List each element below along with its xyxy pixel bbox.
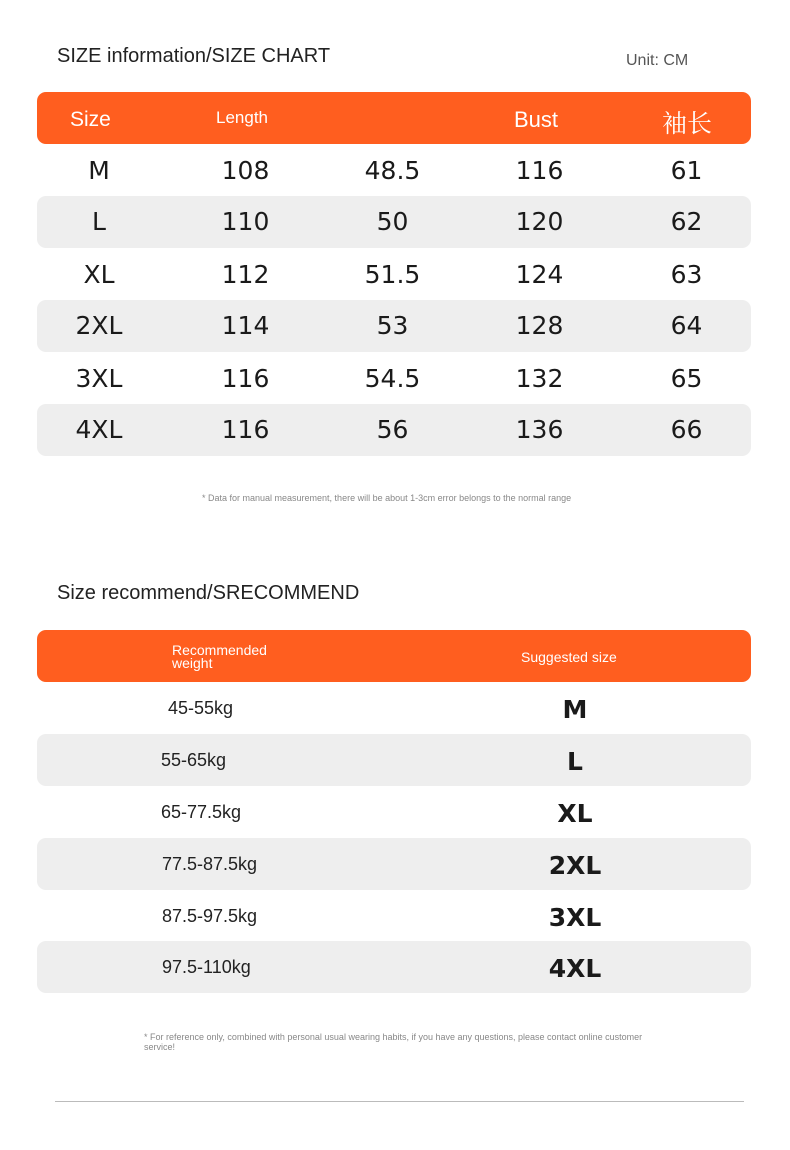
cell-bust: 120 [515,207,564,236]
cell-weight: 87.5-97.5kg [162,906,258,926]
table-row [37,145,751,197]
cell-bust: 128 [515,311,564,340]
cell-suggested-size: 3XL [548,903,602,932]
cell-sleeve: 62 [670,207,703,236]
cell-size: L [92,207,106,236]
header-bust: Bust [514,107,559,132]
cell-col3: 56 [376,415,409,444]
recommend-note: * For reference only, combined with personal usual wearing habits, if you have any questions, please contact online customer service! [144,1032,643,1052]
table-row [37,353,751,405]
table-row [37,249,751,301]
cell-size: M [88,156,110,185]
cell-weight: 55-65kg [161,750,227,770]
cell-length: 114 [221,311,270,340]
cell-length: 112 [221,260,270,289]
header-weight: Recommended weight [172,642,267,671]
cell-size: XL [83,260,115,289]
table-row [37,684,751,736]
cell-sleeve: 64 [670,311,703,340]
cell-size: 3XL [75,364,123,393]
size-chart-header [37,92,751,144]
cell-sleeve: 66 [670,415,703,444]
cell-col3: 50 [376,207,409,236]
size-chart-title: SIZE information/SIZE CHART [57,45,331,67]
cell-weight: 77.5-87.5kg [162,854,258,874]
header-length: Length [216,108,268,127]
cell-col3: 54.5 [364,364,421,393]
cell-suggested-size: M [562,695,588,724]
cell-length: 116 [221,415,270,444]
header-size: Size [70,108,111,131]
table-row [37,838,751,890]
table-row [37,890,751,942]
cell-sleeve: 61 [670,156,703,185]
recommend-title: Size recommend/SRECOMMEND [57,582,360,604]
cell-size: 4XL [75,415,123,444]
cell-length: 108 [221,156,270,185]
cell-size: 2XL [75,311,123,340]
cell-length: 116 [221,364,270,393]
table-row [37,786,751,838]
cell-weight: 97.5-110kg [162,957,251,977]
cell-col3: 48.5 [364,156,421,185]
cell-weight: 45-55kg [168,698,234,718]
unit-label: Unit: CM [626,52,689,69]
cell-suggested-size: 2XL [548,851,602,880]
size-chart-note: * Data for manual measurement, there will be about 1-3cm error belongs to the normal range [202,493,572,503]
cell-col3: 53 [376,311,409,340]
cell-bust: 116 [515,156,564,185]
header-sleeve: 袖长 [662,109,713,138]
cell-sleeve: 65 [670,364,703,393]
recommend-header [37,630,751,682]
bottom-divider [55,1101,744,1102]
cell-bust: 124 [515,260,564,289]
cell-suggested-size: L [567,747,583,776]
cell-length: 110 [221,207,270,236]
cell-suggested-size: XL [557,799,593,828]
header-suggested-size: Suggested size [521,649,617,665]
cell-suggested-size: 4XL [548,954,602,983]
cell-weight: 65-77.5kg [161,802,242,822]
table-row [37,734,751,786]
table-row [37,300,751,352]
table-row [37,404,751,456]
table-row [37,941,751,993]
cell-col3: 51.5 [364,260,421,289]
table-row [37,196,751,248]
cell-bust: 132 [515,364,564,393]
cell-bust: 136 [515,415,564,444]
cell-sleeve: 63 [670,260,703,289]
